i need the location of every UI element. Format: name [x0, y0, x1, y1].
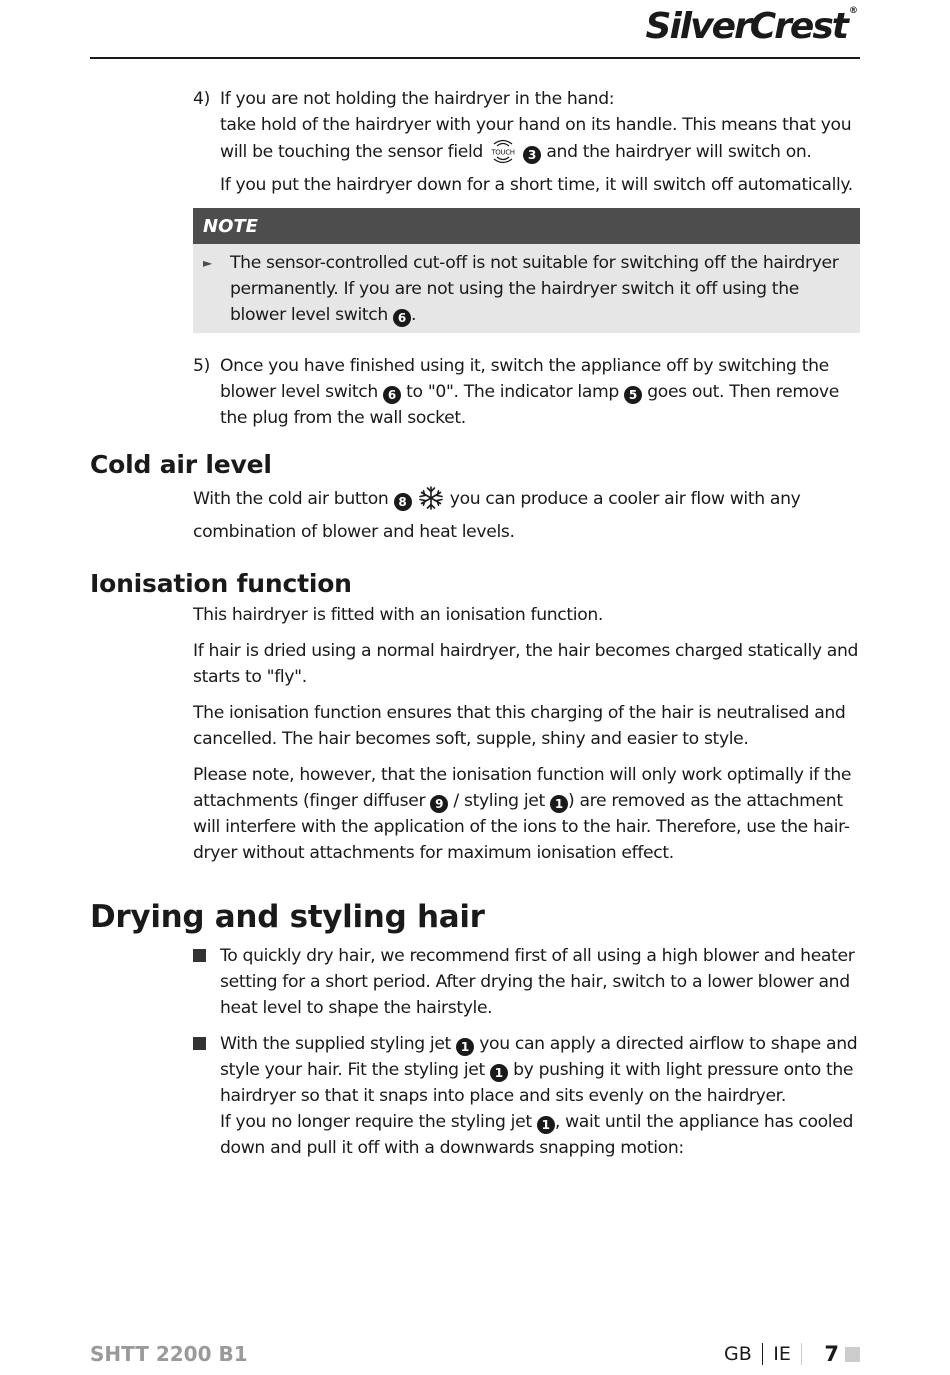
- country-code-gb: GB: [724, 1343, 752, 1365]
- ref-1: 1: [537, 1116, 555, 1134]
- brand-logo: SilverCrest ®: [645, 6, 858, 47]
- page-number: 7: [824, 1342, 839, 1366]
- ref-1: 1: [456, 1038, 474, 1056]
- registered-mark: ®: [849, 6, 858, 16]
- divider: [762, 1343, 764, 1365]
- note-heading: NOTE: [193, 208, 860, 244]
- step-number: 5): [193, 356, 210, 376]
- cold-air-text: With the cold air button 8 you can produce a cooler air flow with any combination of blower and heat levels.: [193, 485, 860, 545]
- chapter-heading-drying: Drying and styling hair: [90, 899, 485, 935]
- snowflake-icon: [417, 485, 445, 519]
- divider: [801, 1343, 803, 1365]
- list-item: With the supplied styling jet 1 you can apply a directed airflow to shape and style your hair. Fit the styling jet 1 by pushing it with light pressure onto the hairdryer so that it snaps into place and sits evenly on the hairdryer. If you no longer require the styling jet 1 , wait until the appliance has cooled down and pull it off with a downwards snapping motion:: [193, 1031, 860, 1161]
- section-heading-ionisation: Ionisation function: [90, 569, 352, 598]
- list-item: To quickly dry hair, we recommend first of all using a high blower and heater setting for a short period. After drying the hair, switch to a lower blower and heat level to shape the hairstyle.: [193, 943, 860, 1021]
- arrow-bullet-icon: ►: [203, 256, 212, 270]
- section-heading-cold-air: Cold air level: [90, 450, 272, 479]
- ref-5: 5: [624, 386, 642, 404]
- square-bullet-icon: [193, 1037, 206, 1050]
- ref-8: 8: [394, 493, 412, 511]
- step-number: 4): [193, 89, 210, 109]
- footer-model-number: SHTT 2200 B1: [90, 1342, 248, 1366]
- footer-page-info: [724, 1342, 860, 1366]
- step-4-line-3: will be touching the sensor field TOUCH 3 and the hairdryer will switch on.: [220, 138, 860, 172]
- ref-6: 6: [383, 386, 401, 404]
- step-5-text: Once you have finished using it, switch the appliance off by switching the blower level switch 6 to "0". The indicator lamp 5 goes out. Then remove the plug from the wall socket.: [220, 356, 839, 428]
- step-4-line-2: take hold of the hairdryer with your hand on its handle. This means that you: [220, 115, 852, 135]
- ionisation-body: [193, 602, 860, 866]
- step-4-line-4: If you put the hairdryer down for a short time, it will switch off automatically.: [220, 175, 853, 195]
- paragraph: Please note, however, that the ionisation function will only work optimally if the attachments (finger diffuser 9 / styling jet 1 ) are removed as the attachment will interfere with the application of the ions to the hair. Therefore, use the hair-dryer without attachments for maximum ionisation effect.: [193, 765, 852, 863]
- note-text: The sensor-controlled cut-off is not suitable for switching off the hairdryer permanently. If you are not using the hairdryer switch it off using the blower level switch 6 .: [230, 253, 839, 325]
- note-box: [193, 208, 860, 333]
- paragraph: The ionisation function ensures that this charging of the hair is neutralised and cancelled. The hair becomes soft, supple, shiny and easier to style.: [193, 703, 846, 749]
- ref-6: 6: [393, 309, 411, 327]
- touch-sensor-icon: [488, 138, 518, 172]
- step-4-line-1: If you are not holding the hairdryer in the hand:: [220, 89, 615, 109]
- country-code-ie: IE: [773, 1343, 791, 1365]
- ref-9: 9: [430, 795, 448, 813]
- header-rule: [90, 57, 860, 59]
- paragraph: If hair is dried using a normal hairdryer, the hair becomes charged statically and starts to "fly".: [193, 641, 859, 687]
- step-5: [193, 353, 860, 431]
- page-content: [90, 86, 860, 1161]
- ref-1: 1: [550, 795, 568, 813]
- paragraph: This hairdryer is fitted with an ionisation function.: [193, 605, 604, 625]
- page-marker-icon: [845, 1347, 860, 1362]
- drying-list: [193, 943, 860, 1161]
- svg-text:TOUCH: TOUCH: [491, 148, 515, 157]
- ref-1: 1: [490, 1064, 508, 1082]
- step-4: [193, 86, 860, 198]
- square-bullet-icon: [193, 949, 206, 962]
- ref-3: 3: [523, 146, 541, 164]
